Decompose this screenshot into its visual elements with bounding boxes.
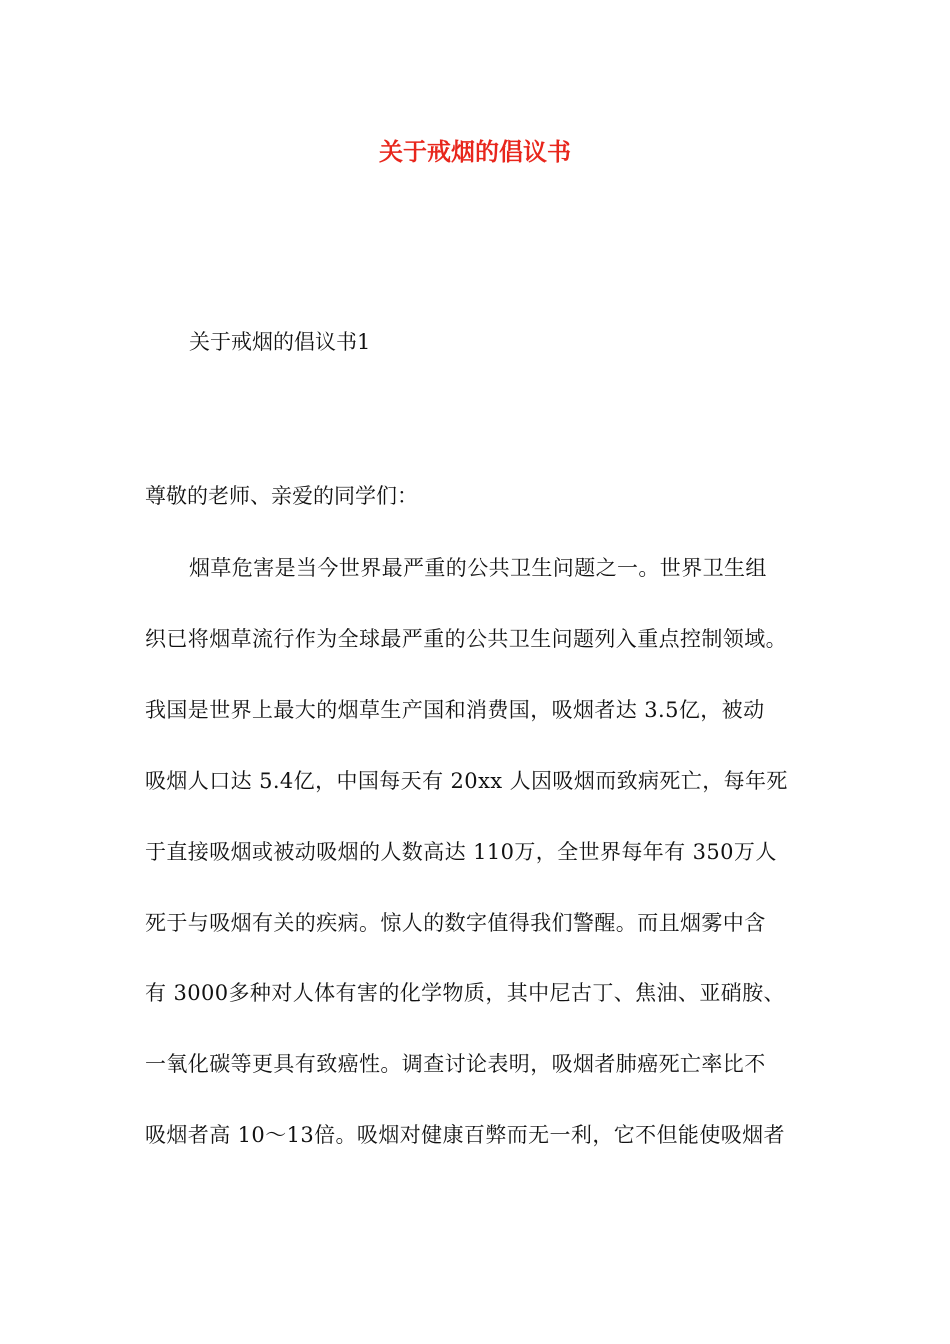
- section-subtitle: 关于戒烟的倡议书1: [189, 330, 371, 354]
- body-line: 有 3000多种对人体有害的化学物质，其中尼古丁、焦油、亚硝胺、: [145, 981, 785, 1005]
- document-title: 关于戒烟的倡议书: [379, 137, 571, 166]
- body-line: 我国是世界上最大的烟草生产国和消费国，吸烟者达 3.5亿，被动: [145, 698, 765, 722]
- body-line: 织已将烟草流行作为全球最严重的公共卫生问题列入重点控制领域。: [145, 627, 787, 651]
- body-line: 于直接吸烟或被动吸烟的人数高达 110万，全世界每年有 350万人: [145, 840, 777, 864]
- body-line: 吸烟者高 10～13倍。吸烟对健康百弊而无一利，它不但能使吸烟者: [145, 1123, 785, 1147]
- greeting-line: 尊敬的老师、亲爱的同学们：: [145, 484, 418, 508]
- body-line: 死于与吸烟有关的疾病。惊人的数字值得我们警醒。而且烟雾中含: [145, 911, 766, 935]
- body-line: 吸烟人口达 5.4亿，中国每天有 20xx 人因吸烟而致病死亡，每年死: [145, 769, 788, 793]
- body-line: 一氧化碳等更具有致癌性。调查讨论表明，吸烟者肺癌死亡率比不: [145, 1052, 766, 1076]
- body-line: 烟草危害是当今世界最严重的公共卫生问题之一。世界卫生组: [189, 556, 767, 580]
